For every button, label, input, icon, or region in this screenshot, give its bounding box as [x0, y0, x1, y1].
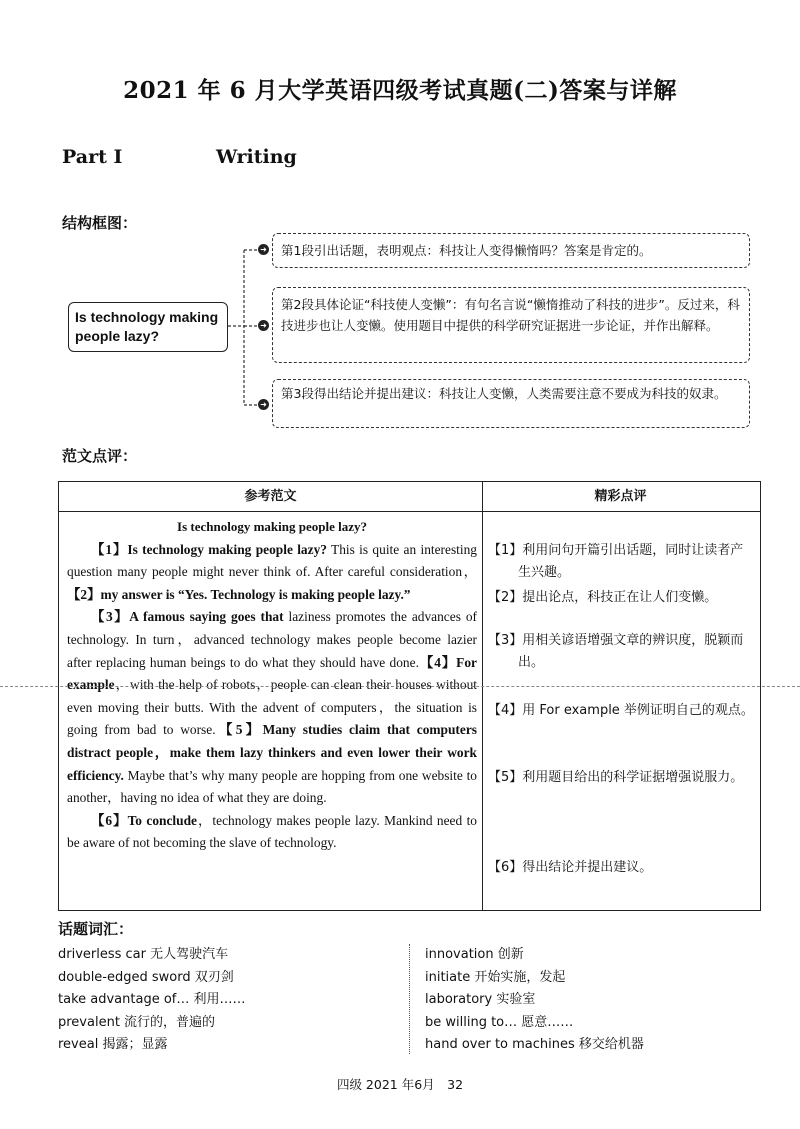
essay-text-6: ，technology makes people lazy. Mankind need to be aware of not becoming the slave of technology. — [67, 812, 477, 851]
arrow-3-icon: ➜ — [258, 399, 269, 410]
highlight-3: A famous saying goes that — [129, 609, 284, 625]
column-divider — [482, 482, 483, 910]
review-heading: 范文点评： — [62, 447, 138, 465]
part-name: Writing — [216, 146, 297, 168]
essay-paragraph-2 — [67, 606, 477, 809]
vocab-item: initiate 开始实施，发起 — [425, 969, 566, 985]
vocab-item: reveal 揭露；显露 — [58, 1037, 168, 1052]
structure-node-1: 第1段引出话题，表明观点：科技让人变得懒惰吗？答案是肯定的。 — [272, 233, 750, 268]
comment-4: 【4】用 For example 举例证明自己的观点。 — [488, 703, 754, 718]
review-table — [58, 481, 761, 911]
essay-title: Is technology making people lazy? — [177, 519, 367, 534]
vocab-item: be willing to… 愿意…… — [425, 1014, 574, 1030]
vocab-list-left — [58, 944, 246, 1057]
structure-node-3: 第3段得出结论并提出建议：科技让人变懒，人类需要注意不要成为科技的奴隶。 — [272, 379, 750, 428]
vocab-item: hand over to machines 移交给机器 — [425, 1037, 644, 1052]
essay-paragraph-1 — [67, 539, 477, 607]
essay-text-1: This is quite an interesting question many people might never think of. After careful consideration， — [67, 541, 478, 580]
highlight-4: For example — [67, 654, 477, 693]
essay-text-3: laziness promotes the advances of technology. In turn，advanced technology makes people become lazier after replacing human beings to do what they should have done. — [67, 609, 477, 670]
comment-5: 【5】利用题目给出的科学证据增强说服力。 — [488, 770, 744, 785]
marker-5: 【5】 — [215, 722, 263, 738]
essay-paragraph-3 — [67, 810, 477, 855]
comment-1: 【1】利用问句开篇引出话题，同时让读者产生兴趣。 — [488, 543, 744, 580]
marker-2: 【2】 — [67, 586, 101, 602]
arrow-1-icon: ➜ — [258, 244, 269, 255]
vocab-item: innovation 创新 — [425, 947, 524, 962]
marker-1: 【1】 — [91, 541, 128, 557]
highlight-2: my answer is “Yes. Technology is making people lazy.” — [100, 586, 411, 602]
vocab-item: laboratory 实验室 — [425, 992, 536, 1007]
cut-line — [0, 686, 800, 687]
vocab-heading: 话题词汇： — [58, 920, 134, 938]
essay-text-4: ，with the help of robots，people can clean their houses without even moving their butts. With the advent of computers，the situation is going from bad to worse. — [67, 677, 477, 738]
comment-2: 【2】提出论点，科技正在让人们变懒。 — [488, 590, 718, 605]
col-comment-header: 精彩点评 — [594, 489, 647, 504]
marker-4: 【4】 — [418, 654, 457, 670]
structure-connectors — [0, 0, 800, 440]
vocab-divider — [409, 944, 410, 1054]
comment-3: 【3】用相关谚语增强文章的辨识度，脱颖而出。 — [488, 633, 744, 670]
essay-text-5: Maybe that’s why many people are hopping from one website to another，having no idea of what they are doing. — [67, 767, 477, 806]
col-essay-header: 参考范文 — [244, 489, 297, 504]
part-label: Part Ⅰ — [62, 146, 123, 168]
vocab-list-right — [425, 944, 644, 1057]
structure-heading: 结构框图： — [62, 214, 138, 232]
table-header — [59, 482, 760, 512]
page-title: 2021 年 6 月大学英语四级考试真题(二)答案与详解 — [123, 77, 677, 104]
vocab-item: driverless car 无人驾驶汽车 — [58, 947, 229, 962]
central-topic: Is technology making people lazy? — [68, 302, 228, 352]
marker-3: 【3】 — [91, 609, 130, 625]
highlight-1: Is technology making people lazy? — [127, 541, 327, 557]
vocab-item: take advantage of… 利用…… — [58, 992, 246, 1007]
page-footer: 四级 2021 年6月 32 — [336, 1077, 464, 1092]
comment-6: 【6】得出结论并提出建议。 — [488, 860, 653, 875]
arrow-2-icon: ➜ — [258, 320, 269, 331]
highlight-6: To conclude — [127, 812, 197, 828]
marker-6: 【6】 — [91, 812, 128, 828]
vocab-item: double-edged sword 双刃剑 — [58, 969, 234, 985]
highlight-5: Many studies claim that computers distract people，make them lazy thinkers and even lower their work efficiency. — [67, 722, 477, 783]
vocab-item: prevalent 流行的，普遍的 — [58, 1014, 216, 1030]
structure-node-2: 第2段具体论证“科技使人变懒”：有句名言说“懒惰推动了科技的进步”。反过来，科技进步也让人变懒。使用题目中提供的科学研究证据进一步论证，并作出解释。 — [272, 287, 750, 363]
